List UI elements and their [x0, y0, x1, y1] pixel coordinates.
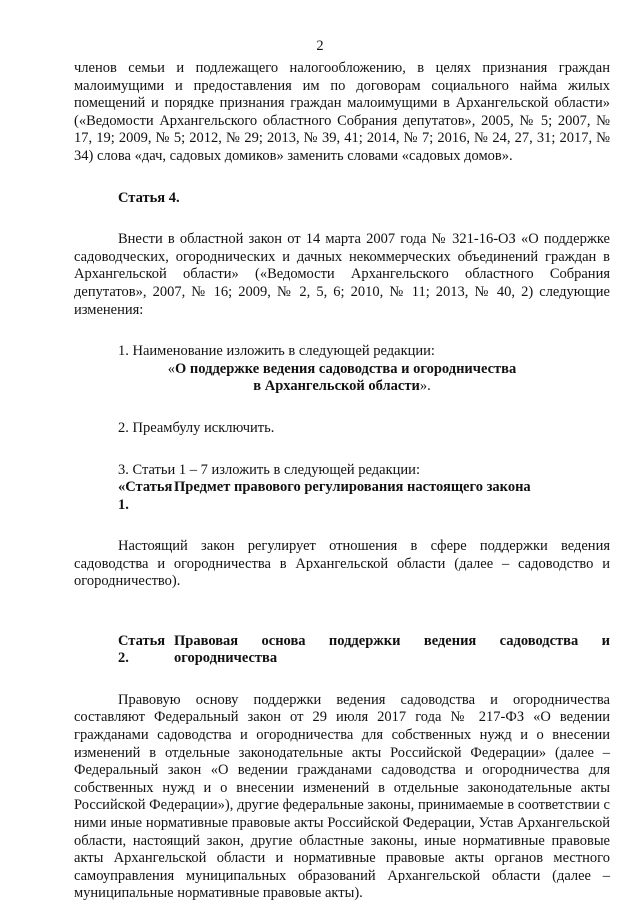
page-number: 2	[316, 38, 324, 54]
document-body	[74, 60, 610, 903]
article-1-title: Предмет правового регулирования настоящего закона	[174, 479, 531, 496]
article-4-heading: Статья 4.	[118, 189, 180, 206]
article-2-heading	[74, 633, 610, 668]
quote-open: «	[167, 360, 176, 377]
new-title-text-2: в Архангельской области	[253, 378, 420, 395]
article-4-item-1: 1. Наименование изложить в следующей редакции:	[118, 343, 435, 360]
article-4-item-3: 3. Статьи 1 – 7 изложить в следующей редакции:	[118, 461, 420, 478]
article-4-item-2: 2. Преамбулу исключить.	[118, 419, 275, 436]
article-1-number: «Статья 1.	[118, 479, 173, 513]
article-2-text: Правовую основу поддержки ведения садоводства и огородничества составляют Федеральный закон от 29 июля 2017 года № 217-ФЗ «О ведении гражданами садоводства и огородничества для собственных нужд и о внесении изменений в отдельные законодательные акты Российской Федерации» (далее – Федеральный закон «О ведении гражданами садоводства и огородничества для собственных нужд и о внесении изменений в отдельные законодательные акты Российской Федерации»), другие федеральные законы, принимаемые в соответствии с ними иные нормативные правовые акты Российской Федерации, Устав Архангельской области, настоящий закон, другие областные законы, иные нормативные правовые акты Архангельской области и нормативные правовые акты органов местного самоуправления муниципальных образований Архангельской области (далее – муниципальные нормативные правовые акты).	[74, 691, 610, 902]
new-title-text-1: О поддержке ведения садоводства и огородничества	[175, 360, 517, 377]
article-4-intro: Внести в областной закон от 14 марта 2007 года № 321-16-ОЗ «О поддержке садоводческих, огороднических и дачных некоммерческих объединений граждан в Архангельской области» («Ведомости Архангельского областного Собрания депутатов», 2007, № 16; 2009, № 2, 5, 6; 2010, № 11; 2013, № 40, 2) следующие изменения:	[74, 231, 610, 318]
article-1-heading	[74, 479, 610, 514]
article-2-number: Статья 2.	[118, 632, 166, 667]
new-title-line-1	[74, 361, 610, 379]
article-1-text: Настоящий закон регулирует отношения в сфере поддержки ведения садоводства и огородничества в Архангельской области (далее – садоводство и огородничество).	[74, 538, 610, 590]
article-2-title: Правовая основа поддержки ведения садоводства и огородничества	[174, 632, 610, 667]
quote-close: ».	[419, 378, 431, 395]
paragraph-continuation: членов семьи и подлежащего налогообложению, в целях признания граждан малоимущими и предоставления им по договорам социального найма жилых помещений и порядке признания граждан малоимущими в Архангельской области» («Ведомости Архангельского областного Собрания депутатов», 2005, № 5; 2007, № 17, 19; 2009, № 5; 2012, № 29; 2013, № 39, 41; 2014, № 7; 2016, № 24, 27, 31; 2017, № 34) слова «дач, садовых домиков» заменить словами «садовых домов».	[74, 60, 610, 164]
new-title-line-2	[74, 378, 610, 396]
